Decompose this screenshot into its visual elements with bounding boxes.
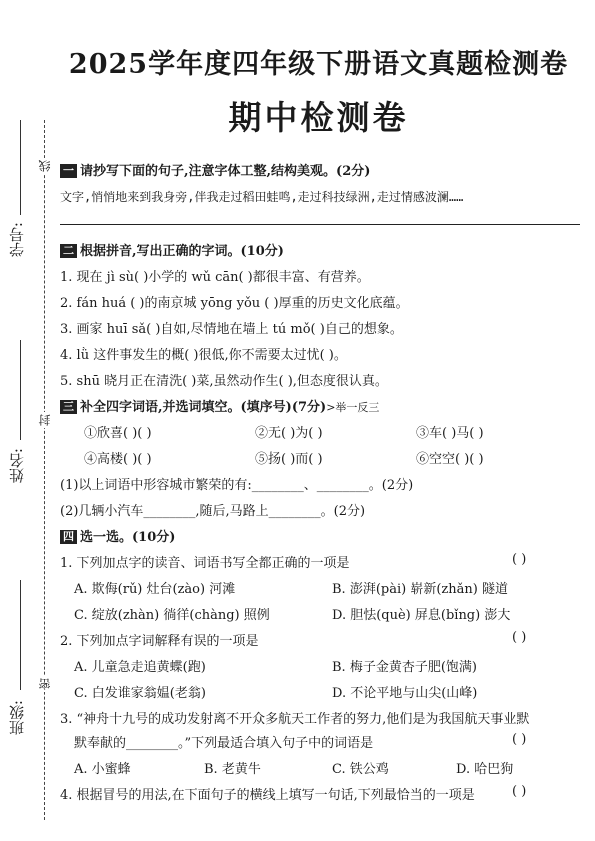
pinyin-item-4[interactable]: 4. lǜ 这件事发生的概( )很低,你不需要太过忧( )。 <box>60 348 347 363</box>
idiom-3[interactable]: ③车( )马( ) <box>416 426 484 441</box>
class-line[interactable] <box>20 580 21 690</box>
choice-q1-option-d: D. 胆怯(què) 屏息(bǐng) 澎大 <box>332 608 511 623</box>
idiom-6[interactable]: ⑥空空( )( ) <box>416 452 484 467</box>
cut-dashed-line <box>44 120 45 820</box>
choice-q3-option-c: C. 铁公鸡 <box>332 762 389 777</box>
copy-writing-line[interactable] <box>60 224 580 225</box>
choice-q2-option-a: A. 儿童急走追黄蝶(跑) <box>74 660 206 675</box>
idiom-1[interactable]: ①欣喜( )( ) <box>84 426 152 441</box>
name-label: 姓名: <box>8 448 26 484</box>
choice-q3-option-a: A. 小蜜蜂 <box>74 762 131 777</box>
section-3-number: 三 <box>60 400 77 414</box>
choice-q3-option-d: D. 哈巴狗 <box>456 762 514 777</box>
choice-q4-stem: 4. 根据冒号的用法,在下面句子的横线上填写一句话,下列最恰当的一项是 <box>60 788 475 803</box>
binding-margin <box>0 0 52 841</box>
choice-q1-option-b: B. 澎湃(pài) 崭新(zhǎn) 隧道 <box>332 582 508 597</box>
choice-q1-option-c: C. 绽放(zhàn) 徜徉(chàng) 照例 <box>74 608 270 623</box>
idiom-question-1[interactable]: (1)以上词语中形容城市繁荣的有:________、________。(2分) <box>60 478 414 493</box>
page-subtitle: 期中检测卷 <box>228 98 409 137</box>
name-line[interactable] <box>20 340 21 440</box>
class-label: 班级: <box>8 700 26 736</box>
pinyin-item-3[interactable]: 3. 画家 huī sǎ( )自如,尽情地在墙上 tú mǒ( )自己的想象。 <box>60 322 403 337</box>
copy-sample-sentence: 文字,悄悄地来到我身旁,伴我走过稻田蛙鸣,走过科技绿洲,走过情感波澜…… <box>60 190 464 204</box>
choice-q2-option-d: D. 不论平地与山尖(山峰) <box>332 686 478 701</box>
pinyin-item-2[interactable]: 2. fán huá ( )的南京城 yōng yǒu ( )厚重的历史文化底蕴。 <box>60 296 409 311</box>
idiom-5[interactable]: ⑤扬( )而( ) <box>255 452 323 467</box>
section-4-heading: 四 选一选。(10分) <box>60 526 175 545</box>
choice-q1-stem: 1. 下列加点字的读音、词语书写全都正确的一项是 <box>60 556 350 571</box>
cut-mark-seal: 封 <box>38 414 52 426</box>
choice-q3-option-b: B. 老黄牛 <box>204 762 261 777</box>
idiom-2[interactable]: ②无( )为( ) <box>255 426 323 441</box>
choice-q2-stem: 2. 下列加点字词解释有误的一项是 <box>60 634 259 649</box>
cut-mark-dense: 密 <box>38 678 52 690</box>
pinyin-item-5[interactable]: 5. shū 晓月正在清洗( )菜,虽然动作生( ),但态度很认真。 <box>60 374 388 389</box>
choice-q2-option-b: B. 梅子金黄杏子肥(饱满) <box>332 660 477 675</box>
idiom-question-2[interactable]: (2)几辆小汽车________,随后,马路上________。(2分) <box>60 504 366 519</box>
section-1-number: 一 <box>60 164 77 178</box>
choice-q3-stem: 3. “神舟十九号的成功发射离不开众多航天工作者的努力,他们是为我国航天事业默 <box>60 712 530 727</box>
choice-q1-option-a: A. 欺侮(rǔ) 灶台(zào) 河滩 <box>74 582 236 597</box>
choice-q3-stem-cont: 默奉献的________。”下列最适合填入句子中的词语是 <box>74 736 374 751</box>
pinyin-item-1[interactable]: 1. 现在 jì sù( )小学的 wǔ cān( )都很丰富、有营养。 <box>60 270 370 285</box>
student-id-label: 学号: <box>8 222 26 258</box>
cut-mark-line: 线 <box>38 160 52 172</box>
choice-q4-answer[interactable]: ( ) <box>512 784 527 799</box>
choice-q2-option-c: C. 白发谁家翁媪(老翁) <box>74 686 206 701</box>
student-id-line[interactable] <box>20 120 21 215</box>
section-1-heading: 一 请抄写下面的句子,注意字体工整,结构美观。(2分) <box>60 160 370 179</box>
choice-q2-answer[interactable]: ( ) <box>512 630 527 645</box>
section-4-number: 四 <box>60 530 77 544</box>
section-3-note: >举一反三 <box>326 401 380 414</box>
section-3-heading: 三 补全四字词语,并选词填空。(填序号)(7分)>举一反三 <box>60 396 379 415</box>
choice-q1-answer[interactable]: ( ) <box>512 552 527 567</box>
section-2-heading: 二 根据拼音,写出正确的字词。(10分) <box>60 240 284 259</box>
page-title: 2025学年度四年级下册语文真题检测卷 <box>68 49 569 80</box>
idiom-4[interactable]: ④高楼( )( ) <box>84 452 152 467</box>
section-2-number: 二 <box>60 244 77 258</box>
choice-q3-answer[interactable]: ( ) <box>512 732 527 747</box>
